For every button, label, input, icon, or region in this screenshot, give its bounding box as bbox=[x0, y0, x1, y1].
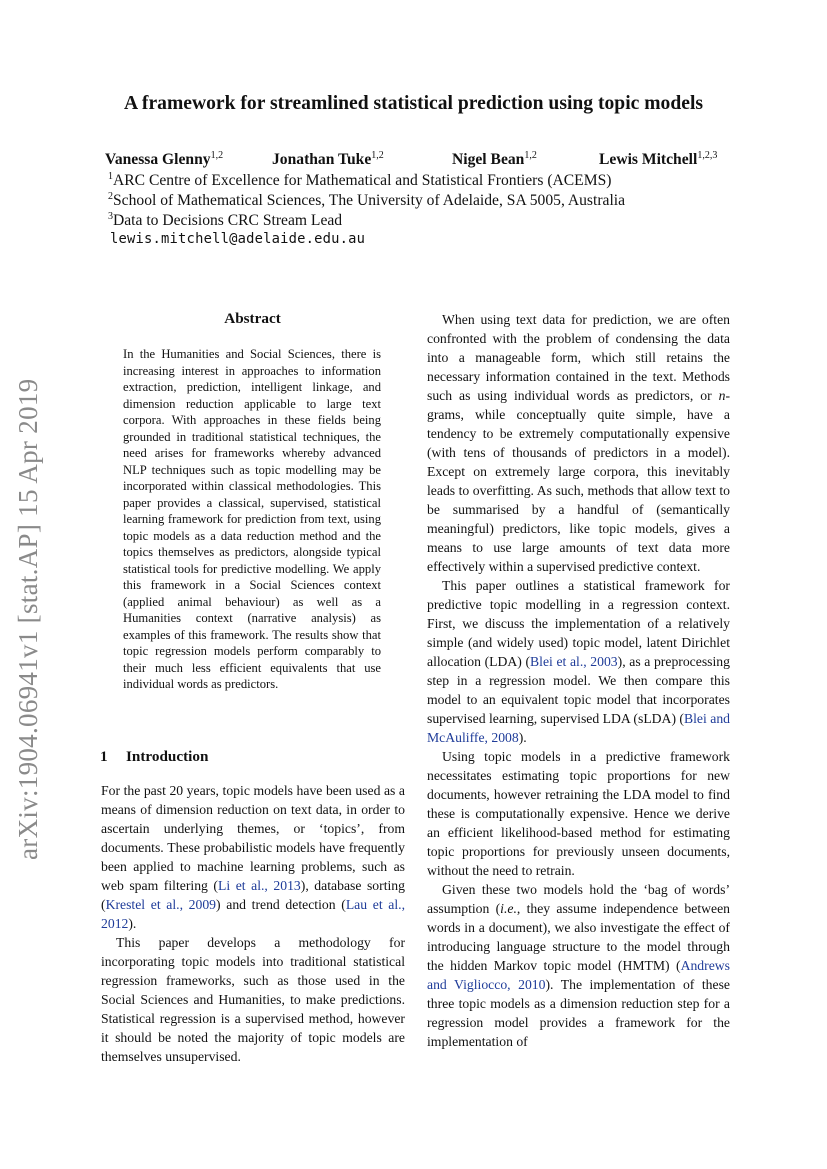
paragraph: When using text data for prediction, we are often confronted with the problem of condensing the data into a manageable form, which still retains the necessary information contained in the text. Methods such as using individual words as predictors, or n-grams, while conceptually quite simple, have a tendency to be extremely computationally expensive (with tens of thousands of predictors in a model). Except on extremely large corpora, this inevitably leads to overfitting. As such, methods that allow text to be summarised by a handful of (semantically meaningful) predictors, like topic models, gives a means to use large amounts of text data more effectively within a supervised predictive context. bbox=[427, 312, 730, 574]
affiliation: $^2$School of Mathematical Sciences, The University of Adelaide, SA 5005, Australia bbox=[108, 191, 626, 210]
citation-link[interactable]: Krestel et al., 2009 bbox=[105, 897, 217, 912]
paragraph: For the past 20 years, topic models have been used as a means of dimension reduction on text data, in order to ascertain underlying themes, or ‘topics’, from documents. These probabilistic models have frequently been applied to machine learning problems, such as web spam filtering (Li et al., 2013), database sorting (Krestel et al., 2009) and trend detection (Lau et al., 2012). bbox=[101, 783, 405, 931]
section-heading: 1 Introduction bbox=[100, 748, 209, 765]
citation-link[interactable]: Lau et al., 2012 bbox=[101, 897, 405, 931]
contact-email[interactable]: lewis.mitchell@adelaide.edu.au bbox=[110, 231, 366, 247]
author-list bbox=[105, 150, 735, 170]
author: Lewis Mitchell$^{1,2,3}$ bbox=[599, 150, 718, 169]
paragraph: Using topic models in a predictive framework necessitates estimating topic proportions for new documents, however retraining the LDA model to find these is computationally expensive. Hence we derive an efficient likelihood-based method for estimating topic proportions for previously unseen documents, without the need to retrain. bbox=[427, 749, 730, 878]
arxiv-stamp: arXiv:1904.06941v1 [stat.AP] 15 Apr 2019 bbox=[13, 378, 43, 860]
abstract-heading: Abstract bbox=[224, 310, 281, 327]
affiliation: $^1$ARC Centre of Excellence for Mathematical and Statistical Frontiers (ACEMS) bbox=[108, 171, 612, 190]
citation-link[interactable]: Li et al., 2013 bbox=[218, 878, 301, 893]
right-column-body bbox=[427, 310, 730, 1051]
citation-link[interactable]: Blei et al., 2003 bbox=[530, 654, 618, 669]
author: Nigel Bean$^{1,2}$ bbox=[452, 150, 537, 169]
left-column-body bbox=[101, 781, 405, 1066]
affiliation: $^3$Data to Decisions CRC Stream Lead bbox=[108, 211, 343, 230]
author: Vanessa Glenny$^{1,2}$ bbox=[105, 150, 224, 169]
author: Jonathan Tuke$^{1,2}$ bbox=[272, 150, 384, 169]
paper-title: A framework for streamlined statistical prediction using topic models bbox=[123, 93, 704, 114]
abstract-text: In the Humanities and Social Sciences, there is increasing interest in approaches to information extraction, prediction, intelligent linkage, and dimension reduction applicable to large text corpora. With approaches in these fields being grounded in traditional statistical techniques, the need arises for frameworks whereby advanced NLP techniques such as topic modelling may be incorporated within classical methodologies. This paper provides a classical, supervised, statistical learning framework for prediction from text, using topic models as a data reduction method and the topics themselves as predictors, alongside typical statistical tools for predictive modelling. We apply this framework in a Social Sciences context (applied animal behaviour) as well as a Humanities context (narrative analysis) as examples of this framework. The results show that topic regression models perform comparably to their much less efficient equivalents that use individual words as predictors. bbox=[123, 347, 381, 691]
citation-link[interactable]: Andrews and Vigliocco, 2010 bbox=[427, 958, 730, 992]
citation-link[interactable]: Blei and McAuliffe, 2008 bbox=[427, 711, 731, 745]
paragraph: This paper outlines a statistical framework for predictive topic modelling in a regression context. First, we discuss the implementation of a relatively simple (and widely used) topic model, latent Dirichlet allocation (LDA) (Blei et al., 2003), as a preprocessing step in a regression model. We then compare this model to an equivalent topic model that incorporates supervised learning, supervised LDA (sLDA) (Blei and McAuliffe, 2008). bbox=[427, 578, 731, 745]
paragraph: This paper develops a methodology for incorporating topic models into traditional statistical regression frameworks, such as those used in the Social Sciences and Humanities, to make predictions. Statistical regression is a supervised method, however it should be noted the majority of topic models are themselves unsupervised. bbox=[101, 935, 405, 1064]
paragraph: Given these two models hold the ‘bag of words’ assumption (i.e., they assume independence between words in a document), we also investigate the effect of introducing language structure to the model through the hidden Markov topic model (HMTM) (Andrews and Vigliocco, 2010). The implementation of these three topic models as a dimension reduction step for a regression model provides a framework for the implementation of bbox=[427, 882, 731, 1049]
